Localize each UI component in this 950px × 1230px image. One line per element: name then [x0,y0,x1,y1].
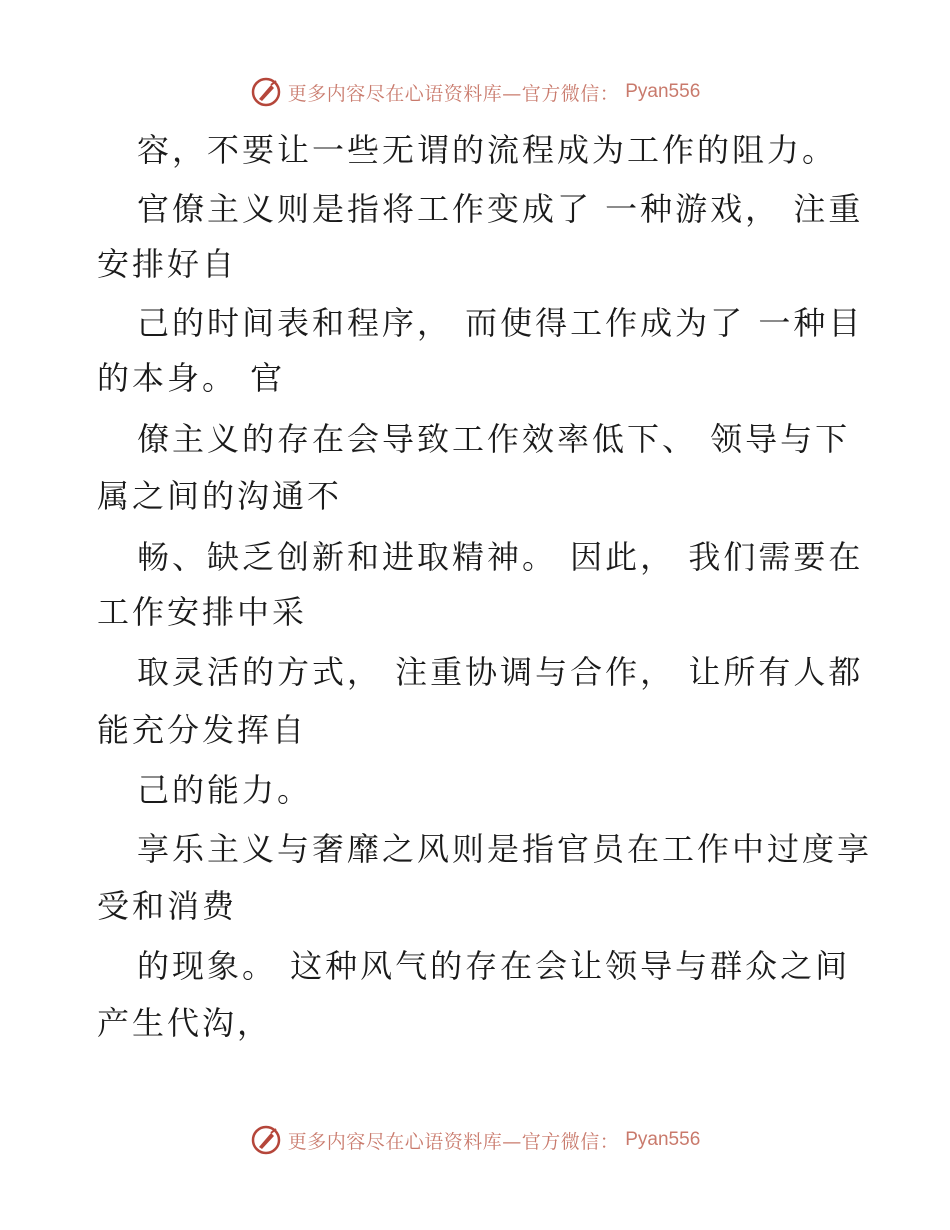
body-line: 己的时间表和程序， 而使得工作成为了 一种目 [137,304,864,342]
header-watermark [0,72,950,112]
body-line: 工作安排中采 [97,593,308,631]
body-line: 属之间的沟通不 [97,477,343,515]
watermark-account: Pyan556 [625,81,701,102]
watermark-text: 更多内容尽在心语资料库—官方微信： [287,82,620,105]
quill-pen-logo-icon [250,1124,282,1156]
footer-watermark [0,1120,950,1160]
body-line: 产生代沟， [97,1004,273,1042]
body-line: 享乐主义与奢靡之风则是指官员在工作中过度享 [137,830,873,868]
body-line: 己的能力。 [137,771,313,809]
quill-pen-logo-icon [250,76,282,108]
body-line: 受和消费 [97,887,238,925]
body-line: 官僚主义则是指将工作变成了 一种游戏， 注重 [137,190,864,228]
body-line: 安排好自 [97,245,238,283]
body-line: 的本身。 官 [97,359,286,397]
body-line: 取灵活的方式， 注重协调与合作， 让所有人都 [137,653,864,691]
body-line: 容，不要让一些无谓的流程成为工作的阻力。 [137,131,838,169]
body-line: 僚主义的存在会导致工作效率低下、 领导与下 [137,420,851,458]
watermark-text: 更多内容尽在心语资料库—官方微信： [287,1130,620,1153]
watermark-account: Pyan556 [625,1129,701,1150]
body-line: 畅、缺乏创新和进取精神。 因此， 我们需要在 [137,538,864,576]
body-line: 能充分发挥自 [97,711,308,749]
body-line: 的现象。 这种风气的存在会让领导与群众之间 [137,947,851,985]
